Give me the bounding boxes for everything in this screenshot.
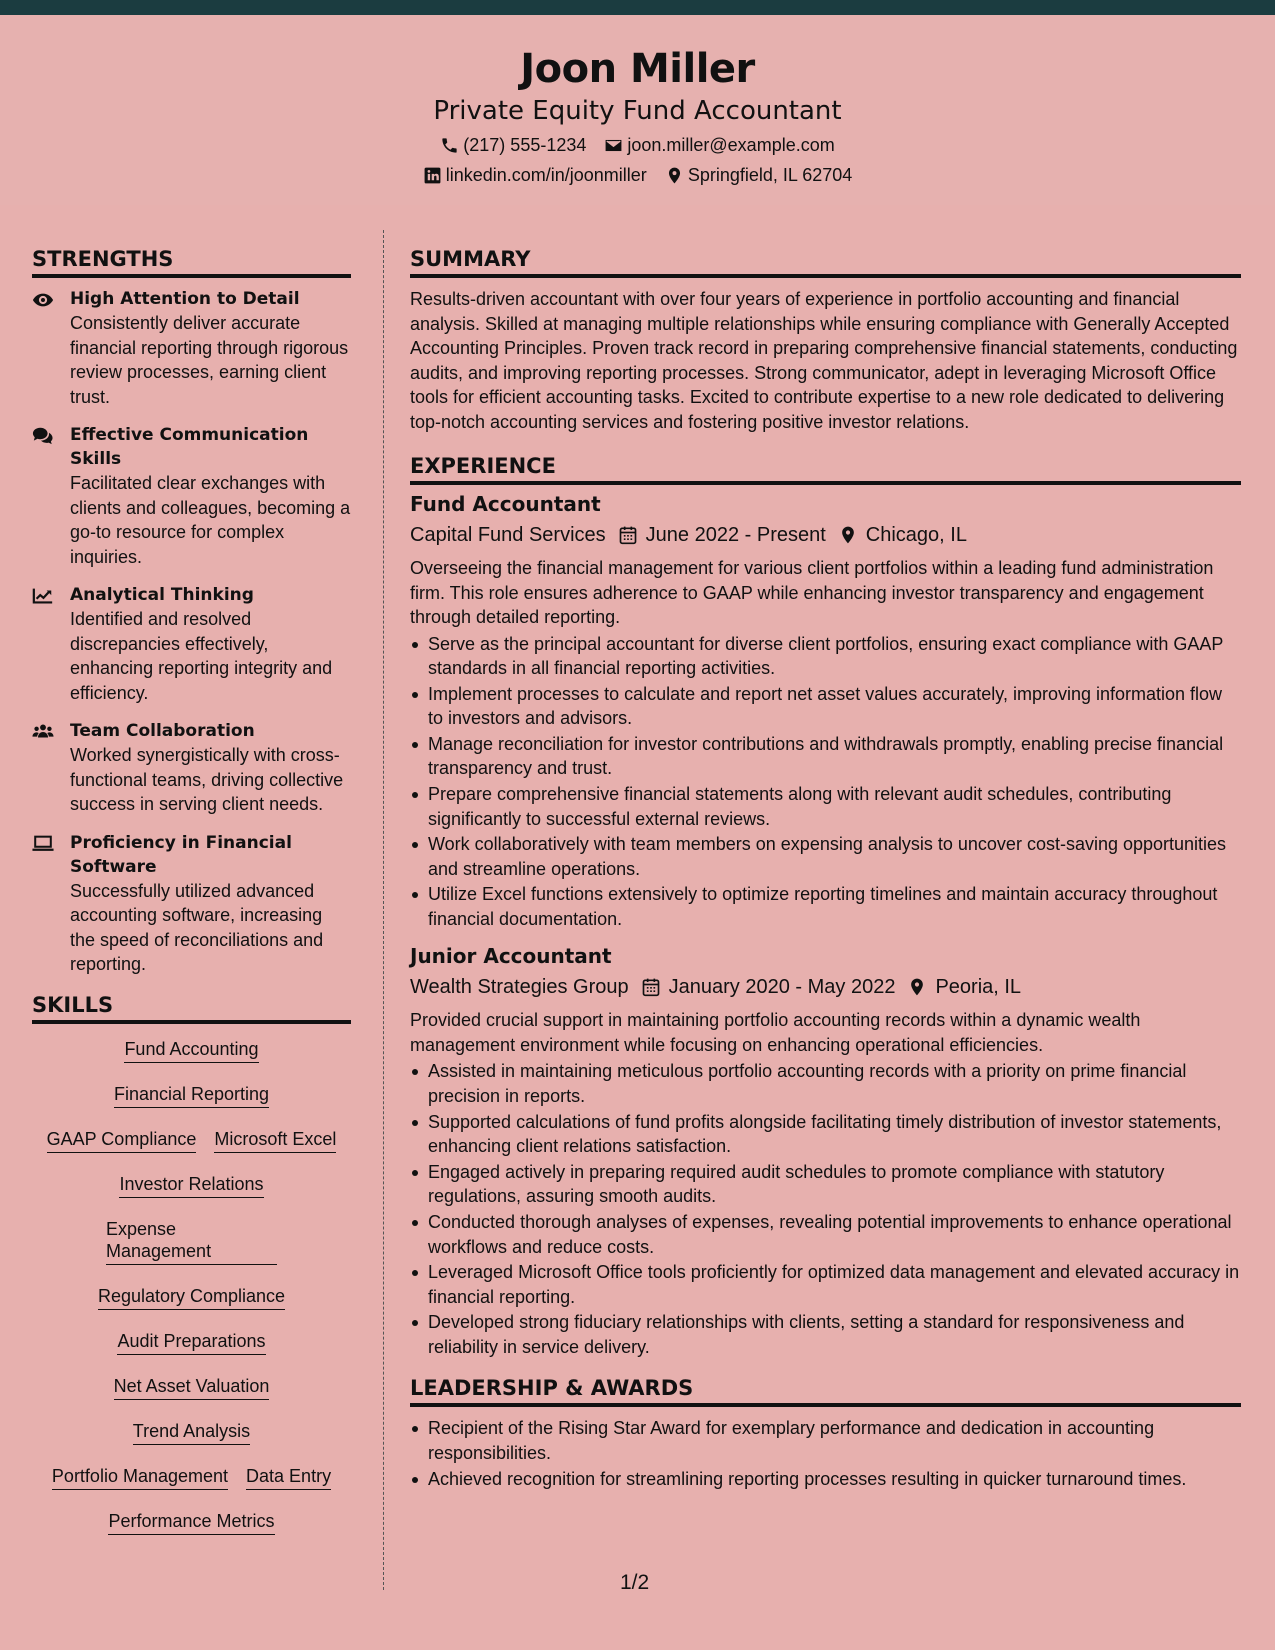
chart-line-icon [32, 586, 54, 606]
strength-item [32, 423, 351, 569]
skill-tag: Regulatory Compliance [98, 1285, 285, 1310]
contact-row-2 [0, 163, 1275, 187]
strength-item [32, 583, 351, 705]
job-bullet: Implement processes to calculate and report net asset values accurately, improving information flow to investors and advisors. [410, 682, 1241, 731]
job-bullet: Utilize Excel functions extensively to optimize reporting timelines and maintain accuracy throughout financial documentation. [410, 882, 1241, 931]
job-company: Wealth Strategies Group [410, 976, 629, 999]
strength-item [32, 719, 351, 817]
phone-contact [440, 133, 586, 157]
strength-description: Worked synergistically with cross-functional teams, driving collective success in serving client needs. [70, 745, 344, 814]
skill-tag: Net Asset Valuation [114, 1375, 270, 1400]
skill-tag: Data Entry [246, 1465, 331, 1490]
strength-title: Proficiency in Financial Software [70, 832, 292, 877]
users-icon [32, 722, 54, 742]
job-meta [410, 521, 1241, 549]
skill-tag: Audit Preparations [117, 1330, 265, 1355]
strength-description: Consistently deliver accurate financial reporting through rigorous review processes, earning client trust. [70, 313, 349, 407]
calendar-icon [641, 977, 661, 997]
skill-tag: Investor Relations [119, 1173, 263, 1198]
email-contact[interactable] [604, 133, 834, 157]
skill-tag: Fund Accounting [124, 1038, 258, 1063]
job-title: Fund Accountant [410, 492, 601, 516]
strength-item [32, 287, 351, 409]
strength-title: High Attention to Detail [70, 289, 300, 309]
job-bullet: Manage reconciliation for investor contributions and withdrawals promptly, enabling precise financial transparency and trust. [410, 732, 1241, 781]
strength-description: Identified and resolved discrepancies effectively, enhancing reporting integrity and efficiency. [70, 609, 333, 703]
job-dates: January 2020 - May 2022 [668, 976, 896, 999]
skill-tag: GAAP Compliance [47, 1128, 197, 1153]
job-bullet: Developed strong fiduciary relationships with clients, setting a standard for responsiveness and reliability in service delivery. [410, 1310, 1241, 1359]
skill-tag: Expense Management [106, 1218, 277, 1265]
job-description: Overseeing the financial management for various client portfolios within a leading fund administration firm. This role ensures adherence to GAAP while enhancing investor transparency and engagement through detailed reporting. [410, 558, 1214, 627]
experience-heading: EXPERIENCE [410, 452, 1241, 485]
job-location: Peoria, IL [935, 976, 1022, 999]
strength-title: Team Collaboration [70, 721, 255, 741]
right-column [410, 245, 1241, 1492]
award-item: Recipient of the Rising Star Award for exemplary performance and dedication in accounting responsibilities. [410, 1416, 1241, 1465]
laptop-icon [32, 834, 54, 854]
skill-tag: Trend Analysis [133, 1420, 250, 1445]
location-contact [665, 163, 852, 187]
job-meta [410, 973, 1241, 1001]
job-dates: June 2022 - Present [645, 524, 826, 546]
job-company: Capital Fund Services [410, 524, 606, 546]
email-text: joon.miller@example.com [627, 135, 835, 155]
job-location: Chicago, IL [865, 524, 967, 546]
job-bullet: Conducted thorough analyses of expenses, revealing potential improvements to enhance operational workflows and reduce costs. [410, 1210, 1241, 1259]
job-bullets [410, 1059, 1241, 1359]
phone-icon [440, 136, 459, 155]
job-bullet: Leveraged Microsoft Office tools proficiently for optimized data management and elevated accuracy in financial reporting. [410, 1260, 1241, 1309]
comments-icon [32, 426, 54, 446]
page-number: 1/2 [620, 1571, 650, 1594]
skill-tag: Microsoft Excel [214, 1128, 336, 1153]
eye-icon [32, 290, 54, 310]
award-item: Achieved recognition for streamlining reporting processes resulting in quicker turnaround times. [410, 1467, 1241, 1492]
job-bullets [410, 632, 1241, 932]
awards-heading: LEADERSHIP & AWARDS [410, 1374, 1241, 1407]
resume-header [0, 15, 1275, 205]
job-bullet: Assisted in maintaining meticulous portfolio accounting records with a priority on prime financial precision in reports. [410, 1059, 1241, 1108]
skill-tag: Portfolio Management [52, 1465, 228, 1490]
job-description: Provided crucial support in maintaining portfolio accounting records within a dynamic wealth management environment while focusing on enhancing operational efficiencies. [410, 1010, 1141, 1055]
linkedin-contact[interactable] [423, 163, 647, 187]
job-entry [410, 491, 1241, 931]
column-divider [383, 230, 384, 1590]
map-marker-icon [665, 166, 684, 185]
linkedin-icon [423, 166, 442, 185]
strength-description: Facilitated clear exchanges with clients and colleagues, becoming a go-to resource for complex inquiries. [70, 473, 351, 567]
skills-list [32, 1038, 351, 1535]
strength-description: Successfully utilized advanced accounting software, increasing the speed of reconciliations and reporting. [70, 880, 324, 974]
summary-text: Results-driven accountant with over four years of experience in portfolio accounting and financial analysis. Skilled at managing multiple relationships while ensuring compliance with Generally Accepted Accounting Principles. Proven track record in preparing comprehensive financial statements, conducting audits, and improving reporting processes. Strong communicator, adept in leveraging Microsoft Office tools for efficient accounting tasks. Excited to contribute expertise to a new role dedicated to delivering top-notch accounting services and fostering positive investor relations. [410, 289, 1238, 432]
strength-item [32, 831, 351, 977]
skill-tag: Performance Metrics [108, 1510, 274, 1535]
map-marker-icon [907, 977, 927, 997]
linkedin-text: linkedin.com/in/joonmiller [445, 165, 647, 185]
awards-list [410, 1416, 1241, 1491]
envelope-icon [604, 136, 623, 155]
contact-row-1 [0, 133, 1275, 157]
location-text: Springfield, IL 62704 [687, 165, 853, 185]
candidate-name: Joon Miller [520, 46, 755, 92]
left-column [32, 245, 351, 1535]
candidate-title: Private Equity Fund Accountant [433, 96, 842, 126]
calendar-icon [618, 525, 638, 545]
strength-title: Analytical Thinking [70, 585, 254, 605]
job-bullet: Engaged actively in preparing required audit schedules to promote compliance with statutory regulations, assuring smooth audits. [410, 1160, 1241, 1209]
job-bullet: Supported calculations of fund profits alongside facilitating timely distribution of investor statements, enhancing client relations satisfaction. [410, 1110, 1241, 1159]
job-entry [410, 943, 1241, 1359]
job-bullet: Serve as the principal accountant for diverse client portfolios, ensuring exact compliance with GAAP standards in all financial reporting activities. [410, 632, 1241, 681]
skill-tag: Financial Reporting [114, 1083, 269, 1108]
job-title: Junior Accountant [410, 944, 612, 969]
top-accent-bar [0, 0, 1275, 15]
summary-heading: SUMMARY [410, 245, 1241, 278]
strengths-heading: STRENGTHS [32, 245, 351, 278]
map-marker-icon [838, 525, 858, 545]
phone-text: (217) 555-1234 [463, 135, 587, 155]
skills-heading: SKILLS [32, 991, 351, 1024]
strength-title: Effective Communication Skills [70, 425, 309, 469]
job-bullet: Work collaboratively with team members on expensing analysis to uncover cost-saving opportunities and streamline operations. [410, 832, 1241, 881]
job-bullet: Prepare comprehensive financial statements along with relevant audit schedules, contributing significantly to successful external reviews. [410, 782, 1241, 831]
